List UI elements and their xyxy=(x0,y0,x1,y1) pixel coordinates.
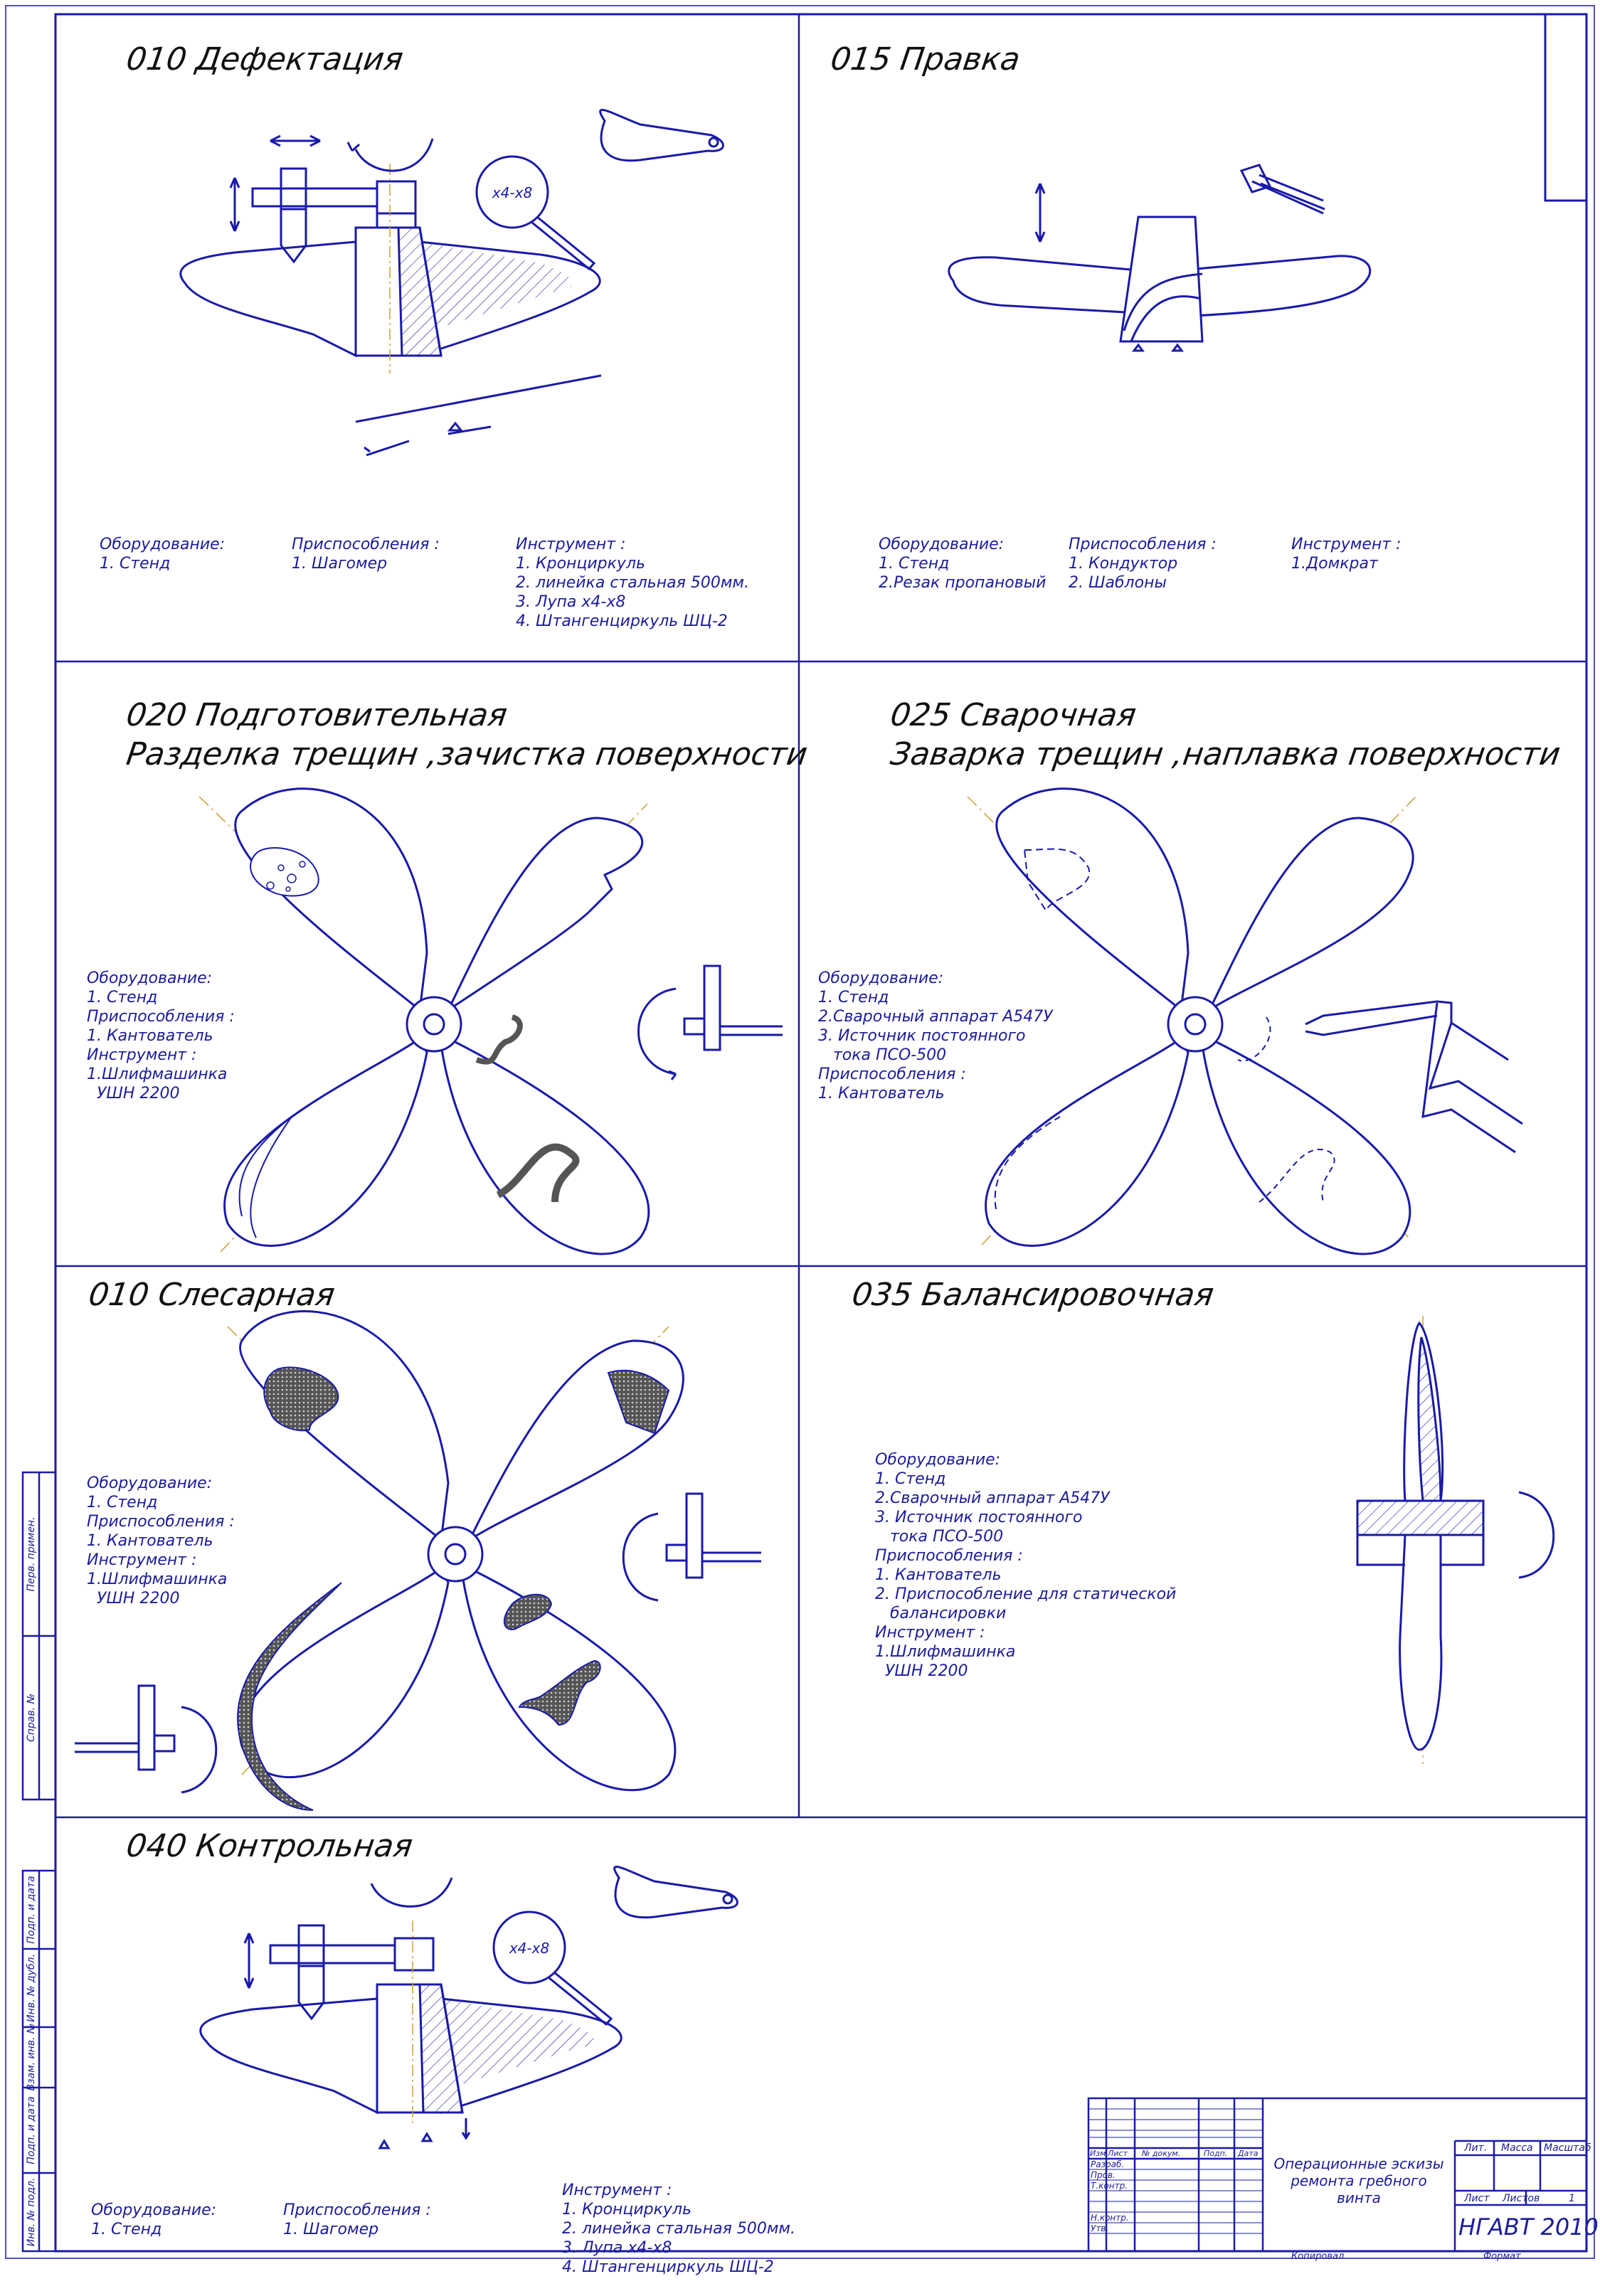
section-title-straightening: 015 Правка xyxy=(828,41,1023,78)
s2-tools: Инструмент : 1.Домкрат xyxy=(1291,536,1402,573)
turner-device-2 xyxy=(623,1494,761,1600)
s6-notes: Оборудование: 1. Стенд 2.Сварочный аппарат А547У 3. Источник постоянного тока ПСО-500 Приспособления : 1. Кантователь 2. Приспособление для статической балансировки Инструмент : 1.Шлифмашинка УШН 2200 xyxy=(875,1451,1177,1680)
tb-role-approved: Утв. xyxy=(1091,2223,1109,2233)
defectation-sketch xyxy=(181,110,724,455)
tb-mass: Масса xyxy=(1501,2142,1533,2154)
tb-lit: Лит. xyxy=(1464,2142,1488,2154)
control-sketch xyxy=(201,1866,738,2148)
section-title-locksmith: 010 Слесарная xyxy=(86,1277,337,1313)
turner-device-1 xyxy=(639,966,783,1080)
tb-header-sheet: Лист xyxy=(1108,2149,1128,2158)
magnifier-label-2: х4-х8 xyxy=(509,1940,550,1957)
tb-copied: Копировал xyxy=(1291,2251,1345,2262)
s1-tools: Инструмент : 1. Кронциркуль 2. линейка стальная 500мм. 3. Лупа х4-х8 4. Штангенциркуль ШЦ-2 xyxy=(516,536,750,630)
section-subtitle-preparatory: Разделка трещин ,зачистка поверхности xyxy=(124,736,810,772)
tb-organization: НГАВТ 2010 xyxy=(1458,2213,1599,2241)
tb-role-tech: Т.контр. xyxy=(1091,2181,1128,2191)
s3-notes: Оборудование: 1. Стенд Приспособления : 1. Кантователь Инструмент : 1.Шлифмашинка УШН 2200 xyxy=(87,969,235,1102)
tb-sheet: Лист xyxy=(1464,2193,1490,2204)
section-title-control: 040 Контрольная xyxy=(124,1828,415,1864)
tb-header-sign: Подп. xyxy=(1204,2149,1228,2158)
tb-format: Формат xyxy=(1483,2251,1521,2262)
tb-document-name: Операционные эскизы ремонта гребного винта xyxy=(1273,2155,1444,2206)
section-title-defectation: 010 Дефектация xyxy=(124,41,406,78)
margin-label-sign-date-2: Подп. и дата xyxy=(26,2096,37,2164)
s4-notes: Оборудование: 1. Стенд 2.Сварочный аппарат А547У 3. Источник постоянного тока ПСО-500 Приспособления : 1. Кантователь xyxy=(818,969,1053,1102)
tb-header-doc: № докум. xyxy=(1142,2149,1181,2158)
s1-equipment: Оборудование: 1. Стенд xyxy=(100,536,226,573)
margin-label-ref-no: Справ. № xyxy=(26,1693,37,1743)
s1-fixtures: Приспособления : 1. Шагомер xyxy=(292,536,440,573)
tb-role-norm: Н.контр. xyxy=(1091,2213,1129,2223)
margin-label-orig-inv: Инв. № подл. xyxy=(26,2177,37,2247)
s7-fixtures: Приспособления : 1. Шагомер xyxy=(283,2201,431,2238)
magnifier-label-1: х4-х8 xyxy=(492,184,533,201)
margin-label-repl-inv: Взам. инв. № xyxy=(26,2023,37,2091)
balancing-sketch xyxy=(1357,1316,1554,1764)
propeller-locksmith xyxy=(228,1311,683,1810)
tb-header-date: Дата xyxy=(1238,2149,1259,2158)
tb-sheets-count: 1 xyxy=(1569,2193,1575,2204)
section-title-preparatory: 020 Подготовительная xyxy=(124,697,510,733)
straightening-sketch xyxy=(949,165,1370,351)
tb-header-change: Изм xyxy=(1090,2149,1106,2158)
tb-role-checked: Пров. xyxy=(1091,2170,1116,2180)
margin-label-sign-date-1: Подп. и дата xyxy=(26,1876,37,1944)
tb-role-developer: Разраб. xyxy=(1091,2159,1125,2169)
propeller-preparatory xyxy=(199,789,649,1254)
margin-label-first-use: Перв. примен. xyxy=(26,1516,37,1592)
section-subtitle-welding: Заварка трещин ,наплавка поверхности xyxy=(888,736,1563,772)
turner-device-3 xyxy=(75,1686,216,1792)
s7-equipment: Оборудование: 1. Стенд xyxy=(91,2201,217,2238)
s5-notes: Оборудование: 1. Стенд Приспособления : 1. Кантователь Инструмент : 1.Шлифмашинка УШН 2200 xyxy=(87,1474,235,1607)
section-title-balancing: 035 Балансировочная xyxy=(849,1277,1217,1313)
section-title-welding: 025 Сварочная xyxy=(888,697,1139,733)
s7-tools: Инструмент : 1. Кронциркуль 2. линейка стальная 500мм. 3. Лупа х4-х8 4. Штангенциркуль ШЦ-2 xyxy=(562,2181,796,2276)
s2-fixtures: Приспособления : 1. Кондуктор 2. Шаблоны xyxy=(1069,536,1217,592)
s2-equipment: Оборудование: 1. Стенд 2.Резак пропановый xyxy=(879,536,1047,592)
margin-label-dup-inv: Инв. № дубл. xyxy=(26,1954,37,2022)
tb-sheets: Листов xyxy=(1503,2193,1540,2204)
tb-scale: Масштаб xyxy=(1544,2142,1591,2154)
